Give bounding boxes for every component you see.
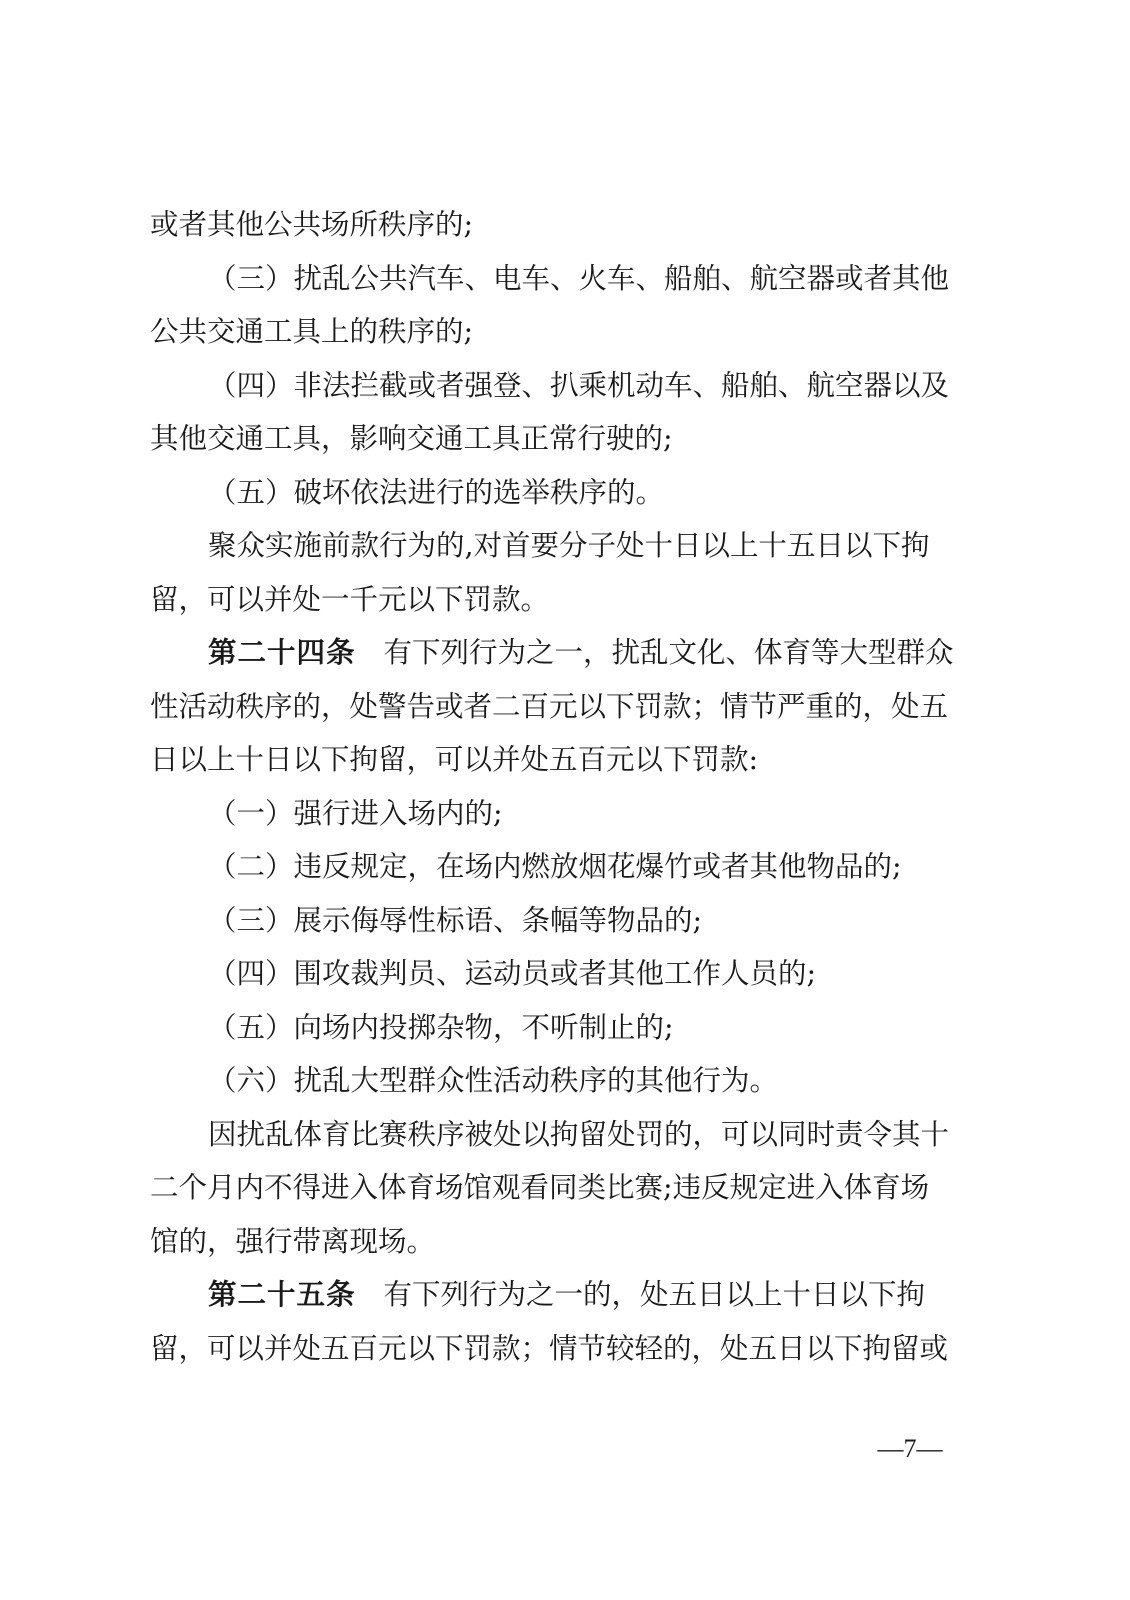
article-25-title: 第二十五条: [208, 1278, 356, 1311]
text-line: 馆的，强行带离现场。: [150, 1224, 436, 1258]
body-text: [150, 198, 980, 1375]
text-line: 其他交通工具，影响交通工具正常行驶的;: [150, 422, 673, 455]
text-line: （五）破坏依法进行的选举秩序的。: [208, 475, 665, 509]
text-line: 留，可以并处一千元以下罚款。: [150, 582, 550, 616]
text-line: （一）强行进入场内的;: [208, 796, 503, 830]
text-line: （四）围攻裁判员、运动员或者其他工作人员的;: [208, 957, 817, 990]
text-line: 公共交通工具上的秩序的;: [150, 315, 474, 348]
text-line: 或者其他公共场所秩序的;: [150, 208, 474, 241]
text-line: 性活动秩序的，处警告或者二百元以下罚款；情节严重的，处五: [150, 689, 949, 723]
text-line: 聚众实施前款行为的,对首要分子处十日以上十五日以下拘: [208, 529, 930, 562]
page-number: —7—: [877, 1434, 943, 1463]
article-24-title: 第二十四条: [208, 636, 356, 669]
text-line: （五）向场内投掷杂物，不听制止的;: [208, 1010, 674, 1044]
text-line: （二）违反规定，在场内燃放烟花爆竹或者其他物品的;: [208, 850, 902, 883]
text-line: （四）非法拦截或者强登、扒乘机动车、船舶、航空器以及: [208, 368, 950, 402]
text-line: 有下列行为之一的，处五日以上十日以下拘: [383, 1278, 926, 1311]
text-line: 因扰乱体育比赛秩序被处以拘留处罚的，可以同时责令其十: [208, 1117, 950, 1151]
text-line: （三）扰乱公共汽车、电车、火车、船舶、航空器或者其他: [208, 261, 950, 295]
text-line: 日以上十日以下拘留，可以并处五百元以下罚款:: [150, 743, 759, 776]
text-line: 留，可以并处五百元以下罚款；情节较轻的，处五日以下拘留或: [150, 1331, 949, 1365]
text-line: （三）展示侮辱性标语、条幅等物品的;: [208, 903, 703, 937]
text-line: 二个月内不得进入体育场馆观看同类比赛;违反规定进入体育场: [150, 1171, 930, 1204]
article-24-line: [150, 626, 980, 680]
text-line: （六）扰乱大型群众性活动秩序的其他行为。: [208, 1064, 779, 1097]
article-25-line: [150, 1268, 980, 1322]
text-line: 有下列行为之一，扰乱文化、体育等大型群众: [383, 636, 954, 669]
